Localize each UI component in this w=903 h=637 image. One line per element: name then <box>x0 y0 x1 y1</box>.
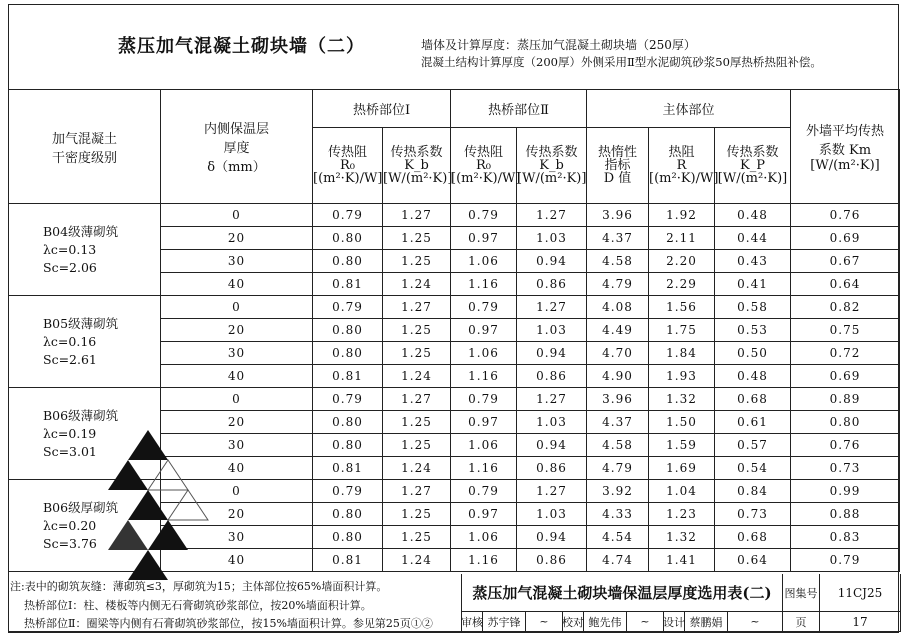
table-cell: 0.81 <box>313 457 383 480</box>
table-cell: 1.16 <box>451 549 517 572</box>
table-cell: 1.25 <box>383 319 451 342</box>
table-cell: 20 <box>161 319 313 342</box>
table-cell: 4.37 <box>587 227 649 250</box>
table-cell: 1.69 <box>649 457 715 480</box>
table-cell: 0.97 <box>451 411 517 434</box>
table-cell: 0.75 <box>791 319 900 342</box>
table-cell: 1.56 <box>649 296 715 319</box>
note-line3: 热桥部位Ⅱ：圈梁等内侧有石膏砌筑砂浆部位，按15%墙面积计算。参见第25页①② <box>24 617 433 630</box>
table-cell: 0.50 <box>715 342 791 365</box>
table-cell: 0 <box>161 480 313 503</box>
table-cell: 1.27 <box>383 204 451 227</box>
subheader-kb-b2: 传热系数 K_b [W/(m²·K)] <box>517 128 587 204</box>
table-row <box>9 296 900 319</box>
table-cell: 2.20 <box>649 250 715 273</box>
table-cell: 1.84 <box>649 342 715 365</box>
table-cell: 0.97 <box>451 503 517 526</box>
table-cell: 4.08 <box>587 296 649 319</box>
table-cell: 0.79 <box>313 204 383 227</box>
table-cell: 0.86 <box>517 273 587 296</box>
table-cell: 3.92 <box>587 480 649 503</box>
table-cell: 0.44 <box>715 227 791 250</box>
table-cell: 0.69 <box>791 227 900 250</box>
table-cell: 0.68 <box>715 526 791 549</box>
table-cell: 0.54 <box>715 457 791 480</box>
table-cell: 0.48 <box>715 365 791 388</box>
table-cell: 4.37 <box>587 411 649 434</box>
table-cell: 0.53 <box>715 319 791 342</box>
table-cell: 4.90 <box>587 365 649 388</box>
table-cell: 3.96 <box>587 388 649 411</box>
table-cell: 1.25 <box>383 411 451 434</box>
table-cell: 1.25 <box>383 434 451 457</box>
table-cell: 1.27 <box>517 388 587 411</box>
table-cell: 1.27 <box>383 388 451 411</box>
table-cell: 1.16 <box>451 365 517 388</box>
table-cell: 4.58 <box>587 434 649 457</box>
table-cell: 1.06 <box>451 250 517 273</box>
review-name: 苏宇锋 <box>483 612 526 631</box>
table-cell: 1.93 <box>649 365 715 388</box>
wall-description-line2: 混凝土结构计算厚度（200厚）外侧采用Ⅱ型水泥砌筑砂浆50厚热桥热阻补偿。 <box>421 55 822 69</box>
watermark-triangles <box>88 420 228 590</box>
table-cell: 1.24 <box>383 365 451 388</box>
design-label: 设计 <box>664 612 685 631</box>
table-cell: 0.86 <box>517 365 587 388</box>
table-cell: 0.94 <box>517 526 587 549</box>
table-row <box>9 204 900 227</box>
table-cell: 1.27 <box>517 480 587 503</box>
table-cell: 1.75 <box>649 319 715 342</box>
table-cell: 40 <box>161 365 313 388</box>
table-cell: 1.25 <box>383 342 451 365</box>
table-cell: 2.11 <box>649 227 715 250</box>
subheader-d: 热惰性 指标 D 值 <box>587 128 649 204</box>
table-cell: 1.27 <box>383 480 451 503</box>
table-cell: 0.79 <box>451 388 517 411</box>
table-cell: 0.79 <box>313 296 383 319</box>
table-cell: 0.80 <box>313 319 383 342</box>
table-cell: 0.79 <box>451 204 517 227</box>
table-cell: 4.58 <box>587 250 649 273</box>
wall-description-line1: 墙体及计算厚度：蒸压加气混凝土砌块墙（250厚） <box>421 38 696 52</box>
table-cell: 1.24 <box>383 273 451 296</box>
table-cell: 1.23 <box>649 503 715 526</box>
table-cell: 0.80 <box>313 526 383 549</box>
table-cell: 0.79 <box>313 480 383 503</box>
table-cell: 1.32 <box>649 388 715 411</box>
table-cell: 0.80 <box>313 250 383 273</box>
table-cell: 0.69 <box>791 365 900 388</box>
table-cell: 0.84 <box>715 480 791 503</box>
grade-label: B05级薄砌筑 λc=0.16 Sc=2.61 <box>9 296 161 388</box>
table-cell: 20 <box>161 227 313 250</box>
table-cell: 0.82 <box>791 296 900 319</box>
table-cell: 0.80 <box>313 434 383 457</box>
table-cell: 1.25 <box>383 250 451 273</box>
design-signature: ~ <box>728 612 783 631</box>
table-cell: 0.72 <box>791 342 900 365</box>
table-cell: 1.92 <box>649 204 715 227</box>
table-cell: 2.29 <box>649 273 715 296</box>
table-cell: 0.57 <box>715 434 791 457</box>
table-cell: 0.94 <box>517 434 587 457</box>
table-cell: 0.67 <box>791 250 900 273</box>
header-thickness: 内侧保温层 厚度 δ（mm） <box>161 90 313 204</box>
table-cell: 1.25 <box>383 503 451 526</box>
table-cell: 0.80 <box>313 227 383 250</box>
table-cell: 1.06 <box>451 434 517 457</box>
table-cell: 0.73 <box>715 503 791 526</box>
table-cell: 0.94 <box>517 342 587 365</box>
table-cell: 1.06 <box>451 342 517 365</box>
table-cell: 40 <box>161 457 313 480</box>
design-name: 蔡鹏娟 <box>685 612 728 631</box>
table-cell: 1.25 <box>383 227 451 250</box>
table-cell: 4.79 <box>587 273 649 296</box>
table-cell: 40 <box>161 549 313 572</box>
table-cell: 0 <box>161 296 313 319</box>
table-cell: 4.33 <box>587 503 649 526</box>
table-cell: 0.86 <box>517 549 587 572</box>
table-cell: 0.89 <box>791 388 900 411</box>
table-cell: 0.76 <box>791 204 900 227</box>
table-cell: 0.68 <box>715 388 791 411</box>
table-cell: 0.80 <box>313 342 383 365</box>
note-line1: 注:表中的砌筑灰缝：薄砌筑≤3，厚砌筑为15；主体部位按65%墙面积计算。 <box>10 580 388 593</box>
table-cell: 0.79 <box>313 388 383 411</box>
subheader-kp: 传热系数 K_P [W/(m²·K)] <box>715 128 791 204</box>
table-cell: 0.86 <box>517 457 587 480</box>
table-cell: 0.97 <box>451 319 517 342</box>
table-cell: 0.80 <box>313 411 383 434</box>
table-cell: 0.79 <box>451 480 517 503</box>
table-cell: 4.79 <box>587 457 649 480</box>
table-cell: 4.70 <box>587 342 649 365</box>
table-cell: 0.73 <box>791 457 900 480</box>
table-cell: 40 <box>161 273 313 296</box>
grade-label: B04级薄砌筑 λc=0.13 Sc=2.06 <box>9 204 161 296</box>
page-label: 页 <box>783 612 820 631</box>
title-block <box>461 574 900 631</box>
table-cell: 30 <box>161 342 313 365</box>
table-cell: 1.06 <box>451 526 517 549</box>
header-grade: 加气混凝土 干密度级别 <box>9 90 161 204</box>
table-cell: 1.27 <box>517 296 587 319</box>
check-signature: ~ <box>627 612 664 631</box>
table-cell: 0.81 <box>313 365 383 388</box>
table-cell: 4.49 <box>587 319 649 342</box>
table-cell: 1.50 <box>649 411 715 434</box>
table-cell: 30 <box>161 434 313 457</box>
table-cell: 20 <box>161 411 313 434</box>
table-cell: 1.32 <box>649 526 715 549</box>
check-label: 校对 <box>563 612 584 631</box>
table-cell: 1.16 <box>451 273 517 296</box>
table-cell: 3.96 <box>587 204 649 227</box>
table-cell: 0.80 <box>313 503 383 526</box>
page-number: 17 <box>852 614 868 629</box>
table-row <box>9 388 900 411</box>
table-cell: 0.94 <box>517 250 587 273</box>
table-cell: 0.58 <box>715 296 791 319</box>
subheader-kb-b1: 传热系数 K_b [W/(m²·K)] <box>383 128 451 204</box>
review-signature: ~ <box>526 612 563 631</box>
subheader-r0-b1: 传热阻 R₀ [(m²·K)/W] <box>313 128 383 204</box>
table-cell: 1.24 <box>383 457 451 480</box>
grade-label: B06级厚砌筑 λc=0.20 Sc=3.76 <box>9 480 161 572</box>
page-title: 蒸压加气混凝土砌块墙（二） <box>118 36 365 57</box>
table-cell: 1.03 <box>517 503 587 526</box>
table-cell: 4.54 <box>587 526 649 549</box>
review-label: 审核 <box>462 612 483 631</box>
header-avg-k: 外墙平均传热 系数 Km [W/(m²·K)] <box>791 90 900 204</box>
table-cell: 0.80 <box>791 411 900 434</box>
table-cell: 1.03 <box>517 411 587 434</box>
table-cell: 1.16 <box>451 457 517 480</box>
table-cell: 0.79 <box>451 296 517 319</box>
table-cell: 20 <box>161 503 313 526</box>
table-cell: 0.81 <box>313 549 383 572</box>
table-cell: 1.41 <box>649 549 715 572</box>
table-cell: 0.61 <box>715 411 791 434</box>
table-cell: 30 <box>161 250 313 273</box>
table-cell: 4.74 <box>587 549 649 572</box>
table-cell: 1.27 <box>383 296 451 319</box>
table-cell: 0.83 <box>791 526 900 549</box>
table-cell: 30 <box>161 526 313 549</box>
table-cell: 0.99 <box>791 480 900 503</box>
table-cell: 0.76 <box>791 434 900 457</box>
table-cell: 0 <box>161 388 313 411</box>
table-cell: 0 <box>161 204 313 227</box>
table-cell: 1.25 <box>383 526 451 549</box>
header-bridge1: 热桥部位Ⅰ <box>313 90 451 128</box>
table-cell: 1.27 <box>517 204 587 227</box>
table-cell: 0.64 <box>791 273 900 296</box>
title-block-title: 蒸压加气混凝土砌块墙保温层厚度选用表(二) <box>472 584 772 602</box>
header-main: 主体部位 <box>587 90 791 128</box>
table-cell: 1.03 <box>517 319 587 342</box>
table-cell: 0.48 <box>715 204 791 227</box>
table-cell: 0.97 <box>451 227 517 250</box>
table-cell: 0.79 <box>791 549 900 572</box>
table-cell: 0.41 <box>715 273 791 296</box>
atlas-number: 11CJ25 <box>820 574 900 612</box>
table-cell: 1.04 <box>649 480 715 503</box>
table-cell: 0.64 <box>715 549 791 572</box>
table-cell: 0.88 <box>791 503 900 526</box>
subheader-r: 热阻 R [(m²·K)/W] <box>649 128 715 204</box>
header-bridge2: 热桥部位Ⅱ <box>451 90 587 128</box>
table-cell: 0.81 <box>313 273 383 296</box>
table-cell: 1.59 <box>649 434 715 457</box>
check-name: 鲍先伟 <box>584 612 627 631</box>
grade-label: B06级薄砌筑 λc=0.19 Sc=3.01 <box>9 388 161 480</box>
table-cell: 0.43 <box>715 250 791 273</box>
subheader-r0-b2: 传热阻 R₀ [(m²·K)/W] <box>451 128 517 204</box>
table-cell: 1.24 <box>383 549 451 572</box>
atlas-label: 图集号 <box>783 574 820 612</box>
note-line2: 热桥部位Ⅰ：柱、楼板等内侧无石膏砌筑砂浆部位，按20%墙面积计算。 <box>24 599 372 612</box>
table-cell: 1.03 <box>517 227 587 250</box>
